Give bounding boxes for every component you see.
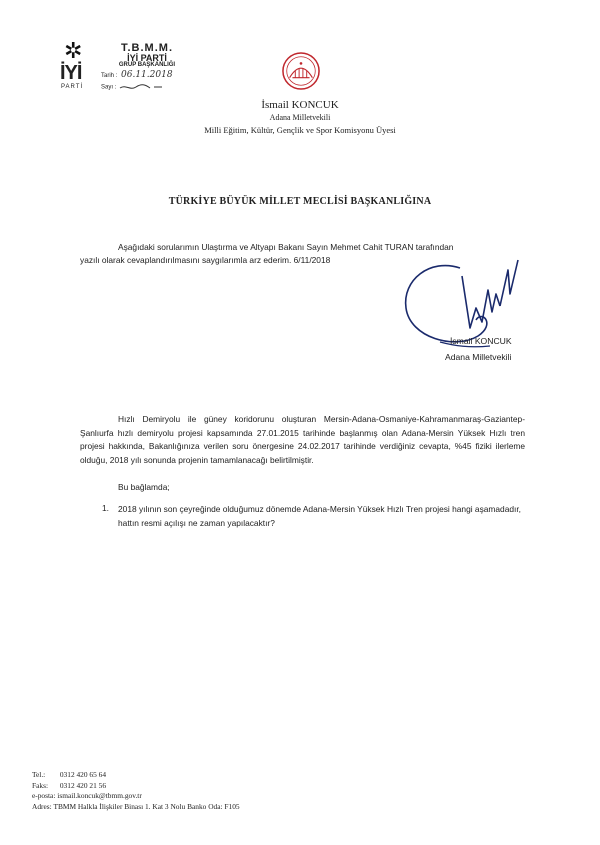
footer-address-value: TBMM Halkla İlişkiler Binası 1. Kat 3 Nolu Banko Oda: F105 <box>53 801 240 811</box>
footer-tel-value: 0312 420 65 64 <box>59 770 107 779</box>
contact-footer <box>32 770 240 812</box>
stamp-date-value: 06.11.2018 <box>121 70 173 80</box>
letter-title: TÜRKİYE BÜYÜK MİLLET MECLİSİ BAŞKANLIĞINA <box>168 196 432 207</box>
stamp-number-scribble <box>118 82 168 92</box>
sender-role: Adana Milletvekili <box>269 113 331 122</box>
stamp-group: GRUP BAŞKANLIĞI <box>118 62 176 68</box>
party-logo <box>58 40 98 100</box>
sender-first-name: İsmail <box>261 99 289 111</box>
stamp-date-row <box>101 70 197 80</box>
footer-email-row <box>32 791 240 802</box>
footer-fax-label: Faks: <box>32 780 49 790</box>
registry-stamp <box>97 42 197 92</box>
party-star-icon: ✲ <box>64 38 83 63</box>
intro-line-1: Aşağıdaki sorularımın Ulaştırma ve Altyapı Bakanı Sayın Mehmet Cahit TURAN tarafından <box>118 242 454 252</box>
footer-fax-value: 0312 420 21 56 <box>59 780 107 790</box>
question-text: 2018 yılının son çeyreğinde olduğumuz dönemde Adana-Mersin Yüksek Hızlı Tren projesi hangi aşamadadır, hattın resmi açılışı ne zaman yapılacaktır? <box>118 504 522 528</box>
body-paragraph: Hızlı Demiryolu ile güney koridorunu oluşturan Mersin-Adana-Osmaniye-Kahramanmaraş-Gaziantep-Şanlıurfa hızlı demiryolu projesi kapsamında 27.01.2015 tarihinde başlanmış olan Adana-Mersin Yüksek Hızlı tren projesi hakkında, Bakanlığınıza verilen soru önergesine 24.02.2017 tarihinde verdiğiniz cevapta, %45 fiziki ilerleme olduğu, 2018 yılı sonunda projenin tamamlanacağı belirtilmiştir. <box>80 414 525 465</box>
footer-email-label: e-posta: <box>32 791 56 800</box>
stamp-number-row <box>101 82 197 92</box>
party-logo-subtext: PARTİ <box>61 84 84 90</box>
sender-committee: Milli Eğitim, Kültür, Gençlik ve Spor Komisyonu Üyesi <box>204 125 396 135</box>
footer-tel-label: Tel.: <box>32 770 46 779</box>
footer-address-label: Adres: <box>32 801 52 811</box>
sender-last-name: KONCUK <box>291 99 339 111</box>
signature-name: İsmail KONCUK <box>450 336 512 346</box>
stamp-date-label: Tarih : <box>101 73 118 79</box>
stamp-party: İYİ PARTİ <box>127 53 167 63</box>
footer-fax-row <box>32 781 240 792</box>
signature-role: Adana Milletvekili <box>445 352 512 362</box>
sender-name <box>0 99 600 111</box>
intro-line-2: yazılı olarak cevaplandırılmasını saygılarımla arz ederim. 6/11/2018 <box>80 255 331 265</box>
question-number: 1. <box>102 503 109 513</box>
party-logo-text: İYİ <box>60 62 82 84</box>
footer-tel-row <box>32 770 240 781</box>
tbmm-emblem-icon <box>282 52 320 90</box>
stamp-number-label: Sayı : <box>101 84 117 91</box>
footer-address-row <box>32 802 240 813</box>
footer-email-value[interactable]: ismail.koncuk@tbmm.gov.tr <box>57 791 142 800</box>
body-lead: Bu bağlamda; <box>118 482 170 492</box>
stamp-tbmm: T.B.M.M. <box>121 42 173 54</box>
